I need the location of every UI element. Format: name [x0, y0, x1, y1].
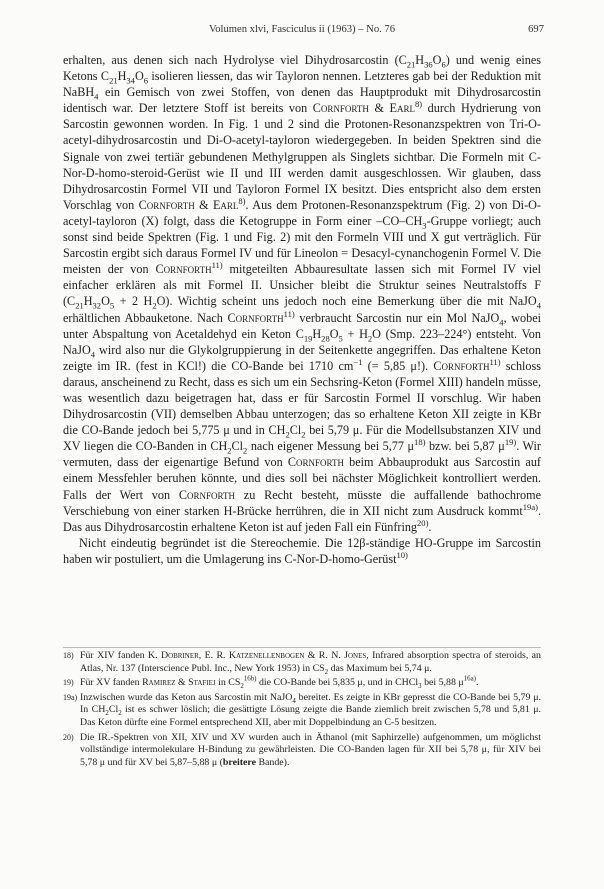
subscript: 2 — [227, 445, 232, 456]
superscript-ref: 8) — [414, 99, 423, 110]
subscript: 4 — [292, 697, 296, 705]
text-run: H — [312, 326, 322, 341]
text-run: . Aus dem Protonen-Resonanzspektrum (Fig. 2) von Di-O-acetyl-tayloron (X) folgt, dass die Ketogruppe in Form einer –CO–CH — [63, 197, 541, 228]
text-run: Für XIV fanden — [80, 650, 148, 661]
text-run: erhalten, aus denen sich nach Hydrolyse viel Dihydrosarcostin (C — [63, 53, 407, 67]
subscript: 2 — [105, 710, 109, 718]
author-name: Cornforth — [227, 310, 284, 325]
author-name: Stafiej — [188, 677, 216, 689]
subscript: 2 — [152, 300, 157, 311]
footnote — [63, 650, 541, 675]
text-run: Bande). — [255, 756, 290, 768]
superscript-ref: 11) — [211, 260, 223, 271]
text-run: mitgeteilten Abbauresultate lassen sich mit Formel IV viel einfacher erklären als mit Formel II. Unsicher bleibt die Struktur seines Neutralstoffs F (C — [63, 262, 541, 309]
body-text — [63, 52, 541, 567]
subscript: 5 — [338, 333, 343, 344]
subscript: 2 — [324, 668, 329, 676]
author-name: Ramirez — [142, 677, 176, 689]
text-run: die CO-Bande bei 5,835 μ, und in CHCl — [256, 677, 419, 689]
text-run: , Infrared absorption spectra of steroids, an Atlas, Nr. 137 (Interscience Publ. Inc., New York 1953) in CS — [80, 650, 541, 674]
subscript: 21 — [75, 300, 84, 311]
text-run: Für XV fanden — [80, 677, 143, 689]
text-run: ist es schwer löslich; die gesättigte Lösung zeigte die Bande ziemlich breit zwischen 5,78 und 5,81 μ. Das Keton dürfte eine Formel entsprechend XII, aber mit Doppelbindung an C-5 besitzen. — [80, 704, 542, 728]
text-run: O — [329, 326, 339, 341]
text-run: O (Smp. 223–224°) entsteht. Von NaJO — [63, 326, 541, 357]
subscript: 21 — [109, 75, 118, 86]
subscript: 4 — [90, 349, 96, 360]
subscript: 6 — [441, 59, 446, 70]
subscript: 4 — [94, 91, 99, 102]
text-run: O — [134, 69, 144, 84]
footnote-marker: 19a) — [63, 692, 78, 702]
footnote-divider — [63, 647, 541, 648]
text-run: bei 5,79 μ. Für die Modellsubstanzen XIV und XV liegen die CO-Banden in CH — [63, 423, 541, 454]
superscript-ref: 19a) — [522, 501, 538, 512]
text-run: H — [117, 69, 127, 84]
subscript: 3 — [418, 683, 422, 691]
text-run: Cl — [231, 439, 244, 454]
text-run: -Gruppe vorliegt; auch sonst sind beide Spektren (Fig. 1 und Fig. 2) mit den Formeln VIII und X gut verträglich. Für Sarcostin ergibt sich daraus Formel IV und für Lineolon = Desacyl-cynanchogenin Formel V. Die meisten der von — [63, 213, 541, 277]
text-run: H — [83, 294, 93, 309]
subscript: 2 — [243, 445, 248, 456]
author-name: Cornforth — [433, 358, 490, 373]
text-run: & — [175, 677, 189, 689]
subscript: 34 — [126, 75, 135, 86]
subscript: 2 — [118, 710, 122, 718]
text-run: in CS — [215, 677, 241, 689]
subscript: 2 — [301, 429, 306, 440]
subscript: 4 — [499, 316, 504, 327]
text-run: nach eigener Messung bei 5,77 μ — [247, 439, 415, 454]
text-run: Die IR.-Spektren von XII, XIV und XV wurden auch in Äthanol (mit Saphirzelle) aufgenommen, um möglichst vollständige intermolekulare H-Bindung zu gewährleisten. Die CO-Banden lagen für XII bei 5,78 μ, für XIV bei 5,78 μ und für XV bei 5,87–5,88 μ ( — [80, 731, 541, 768]
text-run: verbraucht Sarcostin nur ein Mol NaJO — [294, 310, 500, 325]
text-run: , wobei unter Abspaltung von Acetaldehyd ein Keton C — [63, 310, 541, 341]
superscript-ref: 16a) — [463, 675, 476, 683]
subscript: 21 — [406, 59, 416, 70]
subscript: 3 — [422, 220, 427, 231]
subscript: 5 — [109, 300, 115, 311]
text-run: (= 5,85 μ!). — [362, 358, 434, 373]
text-run: & — [304, 650, 319, 661]
text-run: + 2 H — [114, 294, 153, 309]
footnote-marker: 20) — [63, 732, 74, 742]
text-run: schloss daraus, anscheinend zu Recht, dass es sich um ein Sechsring-Keton (Formel XIII) handeln müsse, was wesentlich dazu beigetragen hat, dass er für Sarcostin Formel II vorschlug. Wir haben Dihydrosarcostin (VII) demselben Abbau unterzogen; das so erhaltene Keton XII zeigte in KBr die CO-Bande jedoch bei 5,775 μ und in CH — [63, 358, 542, 438]
subscript: 6 — [143, 75, 149, 86]
text-run: . — [428, 519, 432, 534]
paragraph — [63, 52, 541, 535]
footnote — [63, 732, 541, 770]
superscript-ref: 11) — [489, 356, 501, 367]
text-run: O — [101, 294, 110, 309]
text-run: isolieren liessen, das wir Tayloron nennen. Letzteres gab bei der Reduktion mit NaBH — [63, 69, 541, 100]
text-run: O). Wichtig scheint uns jedoch noch eine Bemerkung über die mit NaJO — [156, 294, 537, 309]
text-run: + H — [342, 326, 368, 341]
footnote — [63, 692, 541, 730]
superscript-ref: 16b) — [243, 675, 257, 683]
text-run: beim Abbauprodukt aus Sarcostin auf einem Messfehler beruhen könnte, und dies soll bei nächster Möglichkeit kontrolliert werden. Falls der Wert von — [63, 455, 541, 502]
text-run: bereitet. Es zeigte in KBr gepresst die CO-Bande bei 5,79 μ. In CH — [80, 691, 542, 716]
text-run: das Maximum bei 5,74 μ. — [328, 662, 432, 674]
subscript: 4 — [536, 300, 541, 311]
text-run: ) und wenig eines Ketons C — [63, 53, 541, 84]
subscript: 2 — [367, 333, 373, 344]
text-run: ein Gemisch von zwei Stoffen, von denen das Hauptprodukt mit Dihydrosarcostin identisch war. Der letztere Stoff ist bereits von — [63, 85, 541, 116]
text-run: breitere — [222, 756, 256, 768]
journal-volume-line: Volumen xlvi, Fasciculus ii (1963) – No. 76 — [208, 24, 396, 35]
text-run: bei 5,88 μ — [421, 677, 464, 689]
text-run: durch Hydrierung von Sarcostin gewonnen worden. In Fig. 1 und 2 sind die Protonen-Resonanzspektren von Tri-O-acetyl-dihydrosarcostin und Di-O-acetyl-tayloron wiedergegeben. In beiden Spektren sind die Signale von zwei tertiär gebundenen Methylgruppen als Singlets sichtbar. Die Formeln mit C-Nor-D-homo-steroid-Gerüst wie II und III werden damit ausgeschlossen. Wir glauben, dass Dihydrosarcostin Formel VII und Tayloron Formel IX besitzt. Dies entspricht also dem ersten Vorschlag von — [63, 101, 541, 212]
superscript-ref: 19) — [504, 437, 517, 448]
author-name: K. Dobriner, E. R. Katzenellenbogen — [148, 650, 305, 661]
text-run: O — [432, 53, 442, 67]
footnotes — [63, 650, 541, 771]
text-run: Nicht eindeutig begründet ist die Stereochemie. Die 12β-ständige HO-Gruppe im Sarcostin haben wir postuliert, um die Umlagerung ins C-Nor-D-homo-Gerüst — [63, 535, 541, 566]
superscript-ref: 10) — [396, 549, 408, 560]
footnote-marker: 19) — [63, 678, 74, 688]
text-run: zu Recht besteht, müsste die auffallende bathochrome Verschiebung von einer starken H-Brücke herrühren, die in XII nicht zum Ausdruck kommt — [63, 487, 542, 518]
text-run: Cl — [108, 704, 119, 716]
text-run: wird also nur die Glykolgruppierung in der Seitenkette angegriffen. Das erhaltene Keton zeigte im IR. (fest in KCl!) die CO-Bande bei 1710 cm — [63, 342, 541, 373]
subscript: 36 — [424, 59, 433, 70]
footnote-marker: 18) — [63, 651, 74, 660]
text-run: bzw. bei 5,87 μ — [425, 439, 505, 454]
text-run: Cl — [289, 423, 302, 438]
text-run: erhältlichen Abbauketone. Nach — [63, 310, 228, 325]
author-name: Cornforth — [155, 262, 212, 277]
author-name: Cornforth & Earl — [312, 101, 415, 116]
subscript: 2 — [285, 429, 290, 440]
superscript-ref: −1 — [353, 356, 363, 367]
footnote — [63, 677, 541, 690]
paragraph — [63, 535, 541, 567]
page-number: 697 — [528, 24, 544, 35]
subscript: 2 — [240, 683, 244, 691]
text-run: . Das aus Dihydrosarcostin erhaltene Keton ist auf jeden Fall ein Fünfring — [63, 503, 541, 534]
subscript: 19 — [303, 333, 313, 344]
author-name: R. N. Jones — [318, 650, 367, 661]
text-run: . — [475, 677, 479, 689]
superscript-ref: 8) — [238, 195, 246, 206]
superscript-ref: 18) — [414, 437, 426, 448]
text-run: H — [415, 53, 425, 67]
author-name: Cornforth & Earl — [138, 197, 239, 212]
author-name: Cornforth — [178, 487, 235, 502]
text-run: . Wir vermuten, dass der eigenartige Befund von — [63, 439, 541, 470]
subscript: 32 — [92, 300, 102, 311]
author-name: Cornforth — [287, 455, 344, 470]
superscript-ref: 11) — [283, 308, 295, 319]
subscript: 28 — [321, 333, 330, 344]
superscript-ref: 20) — [417, 517, 429, 528]
text-run: Inzwischen wurde das Keton aus Sarcostin mit NaJO — [80, 691, 293, 703]
